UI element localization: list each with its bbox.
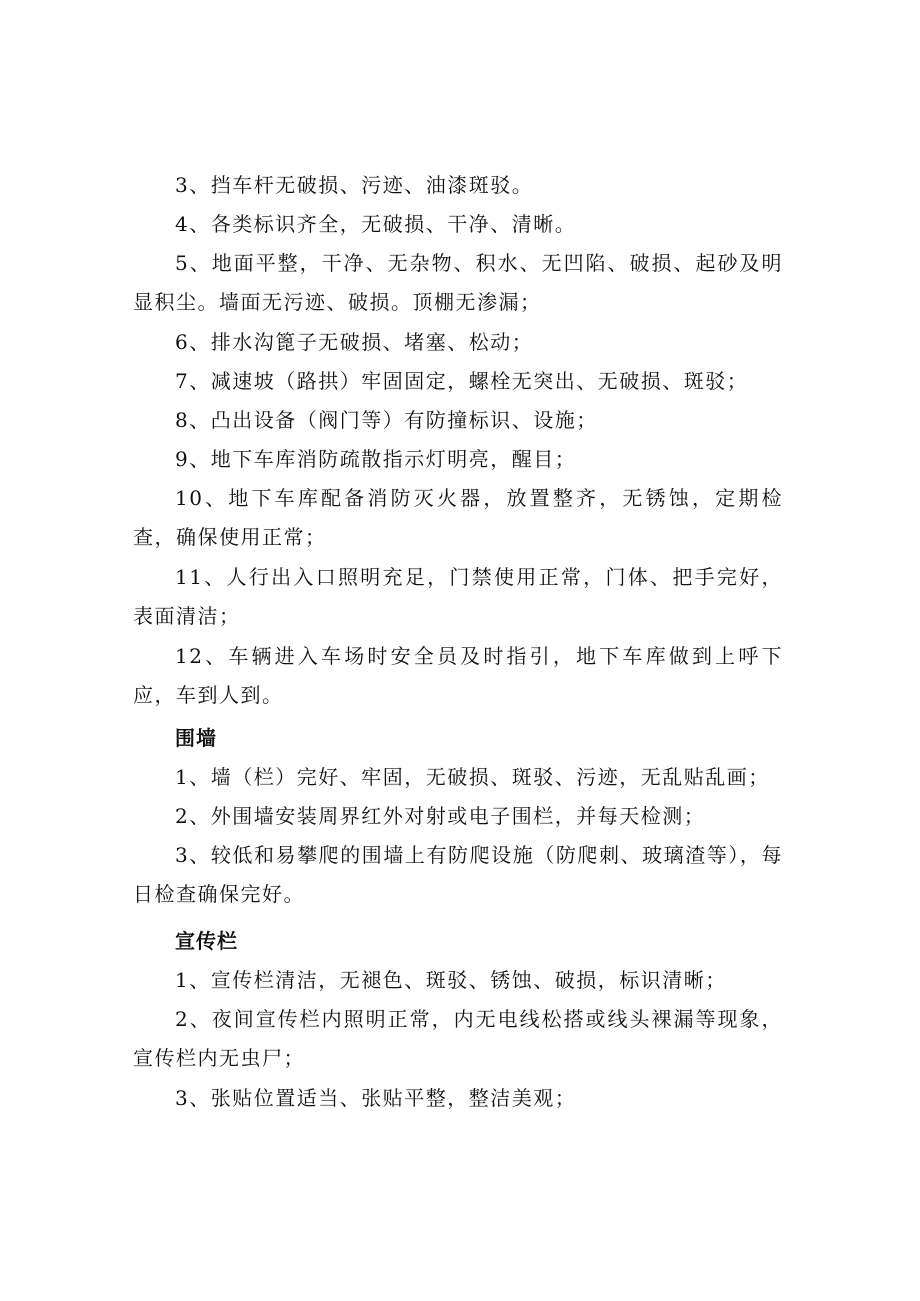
wall-item-3: 3、较低和易攀爬的围墙上有防爬设施（防爬刺、玻璃渣等），每日检查确保完好。 <box>133 843 783 906</box>
parking-item-4: 4、各类标识齐全，无破损、干净、清晰。 <box>175 212 577 236</box>
parking-item-11: 11、人行出入口照明充足，门禁使用正常，门体、把手完好，表面清洁； <box>133 565 783 628</box>
board-item-3: 3、张贴位置适当、张贴平整，整洁美观； <box>175 1086 577 1110</box>
parking-item-8: 8、凸出设备（阀门等）有防撞标识、设施； <box>175 408 598 432</box>
parking-item-12: 12、车辆进入车场时安全员及时指引，地下车库做到上呼下应，车到人到。 <box>133 644 783 707</box>
document-body <box>133 166 783 1118</box>
parking-item-10: 10、地下车库配备消防灭火器，放置整齐，无锈蚀，定期检查，确保使用正常； <box>133 486 783 549</box>
parking-item-3: 3、挡车杆无破损、污迹、油漆斑驳。 <box>175 173 534 197</box>
parking-item-7: 7、减速坡（路拱）牢固固定，螺栓无突出、无破损、斑驳； <box>175 369 749 393</box>
section-heading-board: 宣传栏 <box>175 929 238 953</box>
wall-item-1: 1、墙（栏）完好、牢固，无破损、斑驳、污迹，无乱贴乱画； <box>175 765 770 789</box>
wall-item-2: 2、外围墙安装周界红外对射或电子围栏，并每天检测； <box>175 804 706 828</box>
parking-item-5: 5、地面平整，干净、无杂物、积水、无凹陷、破损、起砂及明显积尘。墙面无污迹、破损。顶棚无渗漏； <box>133 251 783 314</box>
parking-item-9: 9、地下车库消防疏散指示灯明亮，醒目； <box>175 447 577 471</box>
parking-item-6: 6、排水沟篦子无破损、堵塞、松动； <box>175 330 534 354</box>
section-heading-wall: 围墙 <box>175 726 217 750</box>
board-item-2: 2、夜间宣传栏内照明正常，内无电线松搭或线头裸漏等现象，宣传栏内无虫尸； <box>133 1007 783 1070</box>
board-item-1: 1、宣传栏清洁，无褪色、斑驳、锈蚀、破损，标识清晰； <box>175 968 727 992</box>
